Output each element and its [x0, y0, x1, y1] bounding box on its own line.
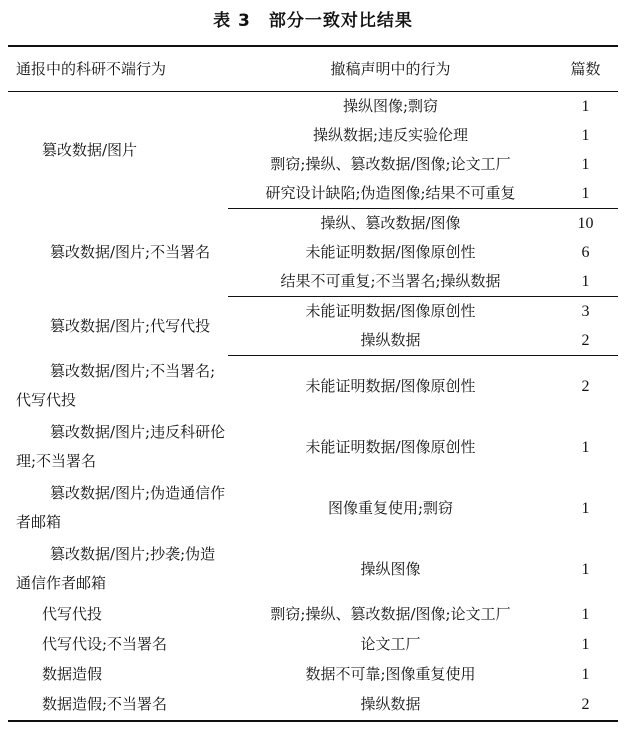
retraction-cell: 操纵数据	[228, 690, 553, 721]
retraction-cell: 操纵图像	[360, 559, 421, 578]
retraction-cell: 结果不可重复;不当署名;操纵数据	[228, 267, 553, 297]
retraction-cell: 论文工厂	[360, 635, 421, 653]
header-retraction: 撤稿声明中的行为	[228, 46, 553, 92]
retraction-cell: 图像重复使用;剽窃	[327, 498, 454, 517]
count-cell: 1	[581, 499, 590, 517]
misconduct-cell: 篡改数据/图片;不当署名	[50, 243, 211, 261]
retraction-cell: 未能证明数据/图像原创性	[305, 437, 476, 456]
count-cell: 1	[581, 127, 590, 144]
misconduct-cell: 数据造假;不当署名	[8, 690, 228, 721]
count-cell: 1	[581, 606, 590, 623]
count-cell: 1	[553, 267, 618, 297]
misconduct-cell: 篡改数据/图片;代写代投	[50, 316, 211, 335]
count-cell: 2	[553, 326, 618, 356]
misconduct-cell: 篡改数据/图片;不当署名;代写代投	[16, 362, 216, 409]
count-cell: 1	[581, 438, 590, 456]
retraction-cell: 未能证明数据/图像原创性	[305, 376, 476, 395]
retraction-cell: 剽窃;操纵、篡改数据/图像;论文工厂	[270, 155, 511, 173]
header-misconduct: 通报中的科研不端行为	[8, 46, 228, 92]
count-cell: 1	[581, 156, 590, 173]
retraction-cell: 操纵数据;违反实验伦理	[312, 126, 469, 144]
count-cell: 10	[577, 215, 594, 232]
table-row	[8, 92, 618, 122]
count-cell: 1	[581, 636, 590, 653]
retraction-cell: 研究设计缺陷;伪造图像;结果不可重复	[228, 179, 553, 209]
misconduct-cell: 篡改数据/图片	[42, 140, 138, 159]
retraction-cell: 操纵图像;剽窃	[342, 97, 439, 115]
retraction-cell: 未能证明数据/图像原创性	[305, 243, 476, 261]
table-row	[8, 690, 618, 721]
count-cell: 6	[581, 244, 590, 261]
count-cell: 1	[581, 560, 590, 578]
misconduct-cell: 篡改数据/图片;伪造通信作者邮箱	[16, 484, 226, 531]
table-title: 部分一致对比结果	[268, 11, 413, 31]
table-row	[8, 539, 618, 600]
table-row	[8, 660, 618, 690]
table-row	[8, 297, 618, 327]
table-row	[8, 600, 618, 630]
table-row	[8, 209, 618, 239]
table-header	[8, 46, 618, 92]
retraction-cell: 未能证明数据/图像原创性	[305, 302, 476, 320]
table-row	[8, 356, 618, 417]
misconduct-cell: 篡改数据/图片;抄袭;伪造通信作者邮箱	[16, 545, 216, 592]
table-row	[8, 417, 618, 478]
retraction-cell: 剽窃;操纵、篡改数据/图像;论文工厂	[270, 605, 511, 623]
count-cell: 3	[581, 303, 590, 320]
table-number: 表 3	[213, 11, 251, 31]
count-cell: 1	[581, 98, 590, 115]
table-caption	[0, 6, 626, 31]
table-row	[8, 478, 618, 539]
retraction-cell: 操纵数据	[228, 326, 553, 356]
header-count: 篇数	[553, 46, 618, 92]
table-body	[8, 92, 618, 721]
misconduct-cell: 代写代投	[42, 605, 103, 623]
count-cell: 1	[553, 179, 618, 209]
misconduct-cell: 代写代设;不当署名	[42, 635, 168, 653]
count-cell: 2	[581, 377, 590, 395]
retraction-cell: 操纵、篡改数据/图像	[320, 214, 461, 232]
comparison-table	[8, 45, 618, 722]
misconduct-cell: 数据造假	[42, 665, 103, 683]
misconduct-cell: 篡改数据/图片;违反科研伦理;不当署名	[16, 423, 226, 470]
count-cell: 2	[553, 690, 618, 721]
count-cell: 1	[581, 666, 590, 683]
retraction-cell: 数据不可靠;图像重复使用	[305, 665, 476, 683]
table-row	[8, 630, 618, 660]
